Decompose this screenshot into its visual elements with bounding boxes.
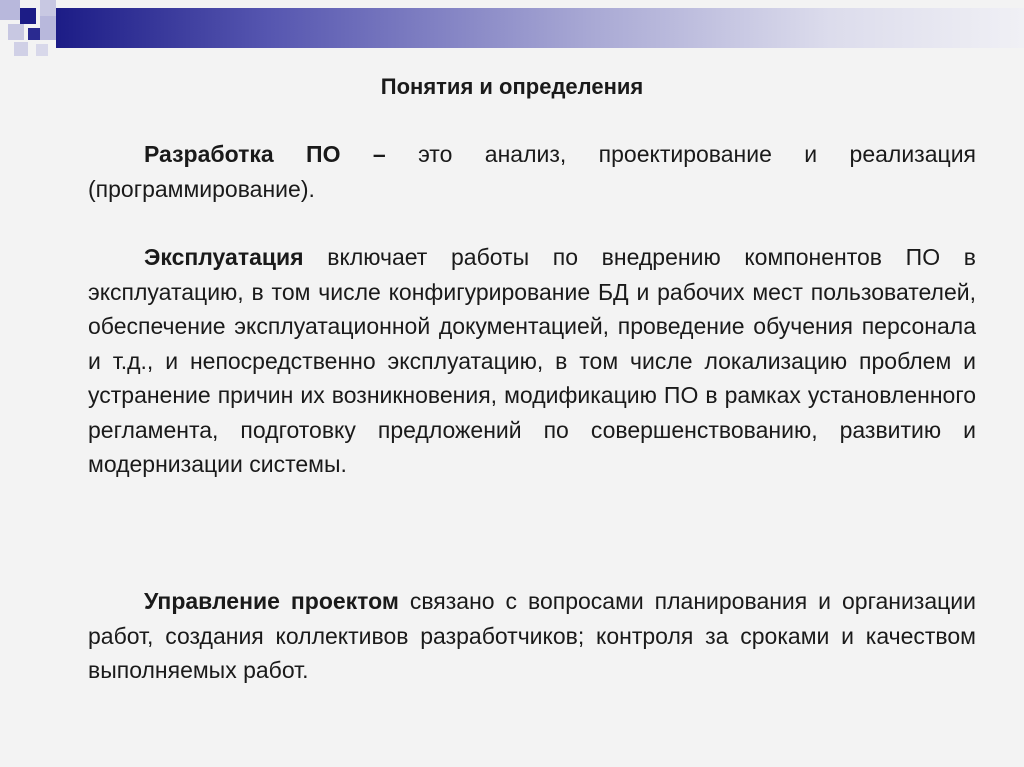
decor-square	[8, 24, 24, 40]
term-development: Разработка ПО –	[144, 141, 386, 167]
definition-development: это анализ, проектирование и реализация (программирование).	[88, 141, 976, 202]
decor-square	[20, 8, 36, 24]
decor-square	[14, 42, 28, 56]
header-gradient-bar	[56, 8, 1024, 48]
decor-square	[40, 0, 56, 16]
term-operation: Эксплуатация	[144, 244, 304, 270]
decor-square	[0, 0, 20, 20]
paragraph-development	[88, 137, 976, 206]
term-project-management: Управление проектом	[144, 588, 399, 614]
slide-title: Понятия и определения	[380, 74, 644, 99]
definition-project-management: связано с вопросами планирования и организации работ, создания коллективов разработчиков; контроля за сроками и качеством выполняемых работ.	[88, 588, 976, 683]
decor-square	[40, 16, 56, 40]
definition-operation: включает работы по внедрению компонентов ПО в эксплуатацию, в том числе конфигурирование БД и рабочих мест пользователей, обеспечение эксплуатационной документацией, проведение обучения персонала и т.д., и непосредственно эксплуатацию, в том числе локализацию проблем и устранение причин их возникновения, модификацию ПО в рамках установленного регламента, подготовку предложений по совершенствованию, развитию и модернизации системы.	[88, 244, 976, 477]
paragraph-project-management	[88, 584, 976, 688]
decor-square	[28, 28, 40, 40]
paragraph-operation	[88, 240, 976, 482]
decor-square	[36, 44, 48, 56]
